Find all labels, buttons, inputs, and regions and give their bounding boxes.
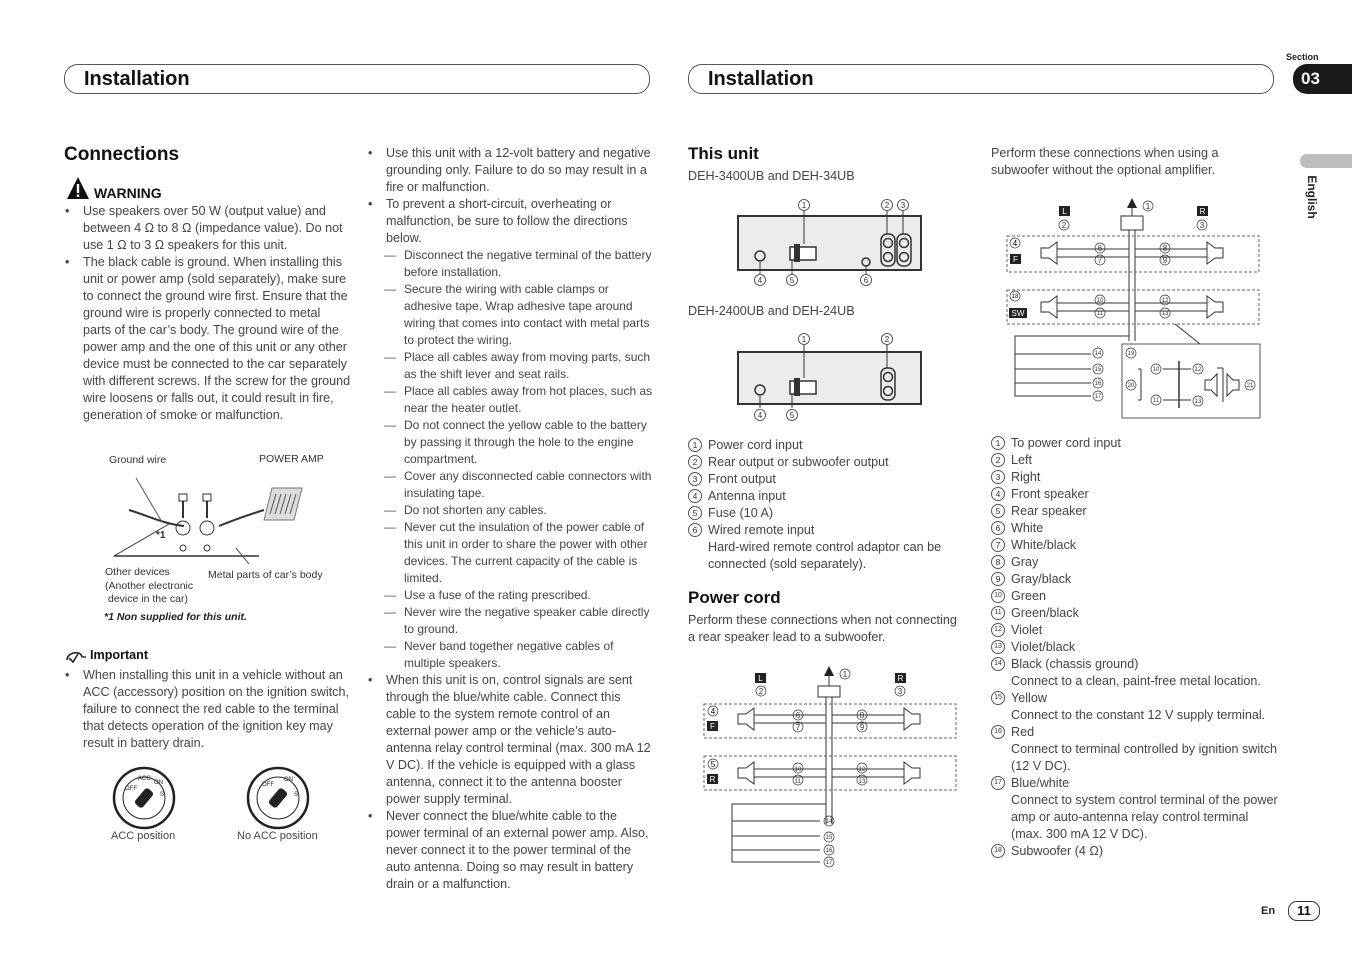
svg-text:14: 14 — [825, 819, 833, 825]
legend-item: 4 Antenna input — [688, 488, 968, 505]
legend-item: 3 Front output — [688, 471, 968, 488]
important-item: • When installing this unit in a vehicle without an ACC (accessory) position on the ignition switch, failure to connect the red cable to the terminal that detects operation of the ignition key may result in battery drain. — [64, 667, 351, 752]
page-number-badge — [1288, 901, 1320, 921]
dash-item: — Do not connect the yellow cable to the battery by passing it through the hole to the engine compartment. — [367, 417, 654, 468]
footer-lang: En — [1261, 905, 1276, 917]
other-devices-label: Other devices (Another electronic device in the car) — [105, 566, 194, 605]
legend-item: 6 White — [991, 520, 1281, 537]
dash-item: — Secure the wiring with cable clamps or adhesive tape. Wrap adhesive tape around wiring that comes into contact with metal parts to protect the wiring. — [367, 281, 654, 349]
legend-item: 16 Red — [991, 724, 1281, 741]
legend-item: 4 Front speaker — [991, 486, 1281, 503]
dash-item: — Place all cables away from hot places, such as near the heater outlet. — [367, 383, 654, 417]
legend-item: 10 Green — [991, 588, 1281, 605]
svg-text:10: 10 — [794, 767, 802, 773]
svg-text:15: 15 — [825, 835, 833, 841]
dash-item: — Never band together negative cables of multiple speakers. — [367, 638, 654, 672]
svg-text:SW: SW — [1011, 309, 1025, 318]
screw-icon — [179, 494, 211, 518]
dash-item: — Never cut the insulation of the power cable of this unit in order to share the power with other devices. The current capacity of the cable is limited. — [367, 519, 654, 587]
language-label: English — [1305, 175, 1319, 219]
ground-wire-diagram — [104, 466, 334, 566]
svg-text:11: 11 — [1152, 398, 1160, 404]
model-b-label: DEH-2400UB and DEH-24UB — [688, 304, 855, 318]
important-label: Important — [90, 648, 149, 662]
svg-text:12: 12 — [858, 767, 866, 773]
svg-text:7: 7 — [1097, 256, 1103, 265]
metal-parts-label: Metal parts of car’s body — [208, 569, 323, 581]
noacc-ignition-icon — [246, 766, 310, 830]
legend-item: 2 Rear output or subwoofer output — [688, 454, 968, 471]
svg-text:2: 2 — [1061, 221, 1067, 230]
svg-text:3: 3 — [900, 201, 906, 210]
svg-text:1: 1 — [801, 201, 807, 210]
subwoofer-diagram — [1005, 196, 1265, 426]
left-header-title: Installation — [84, 68, 190, 90]
svg-text:16: 16 — [825, 848, 833, 854]
dash-item: — Never wire the negative speaker cable directly to ground. — [367, 604, 654, 638]
svg-text:19: 19 — [1127, 351, 1135, 357]
svg-text:3: 3 — [897, 687, 903, 696]
legend-note: Connect to terminal controlled by ignition switch (12 V DC). — [1011, 742, 1277, 773]
svg-text:1: 1 — [842, 670, 848, 679]
legend-item: 13 Violet/black — [991, 639, 1281, 656]
svg-text:13: 13 — [858, 779, 866, 785]
section-number-badge — [1293, 64, 1352, 94]
acc-caption: ACC position — [111, 830, 176, 842]
legend-item: 5 Rear speaker — [991, 503, 1281, 520]
bullet-item: • When this unit is on, control signals are sent through the blue/white cable. Connect this cable to the system remote control of an external power amp or the vehicle’s auto-antenna relay control terminal (max. 300 mA 12 V DC). If the vehicle is equipped with a glass antenna, connect it to the antenna booster power supply terminal. — [367, 672, 654, 808]
ground-wire-label: Ground wire — [109, 454, 167, 466]
acc-ignition-icon — [112, 766, 176, 830]
svg-text:OFF: OFF — [262, 782, 274, 788]
svg-text:6: 6 — [795, 711, 801, 720]
right-header-title: Installation — [708, 68, 814, 90]
this-unit-legend — [688, 437, 968, 573]
page-number: 11 — [1297, 903, 1311, 918]
dash-item: — Disconnect the negative terminal of the battery before installation. — [367, 247, 654, 281]
svg-text:8: 8 — [859, 711, 865, 720]
svg-text:5: 5 — [789, 411, 795, 420]
legend-item: 15 Yellow — [991, 690, 1281, 707]
noacc-caption: No ACC position — [237, 830, 318, 842]
language-tab — [1300, 154, 1352, 168]
svg-text:R: R — [1199, 207, 1206, 216]
dash-item: — Do not shorten any cables. — [367, 502, 654, 519]
legend-note: Connect to system control terminal of the power amp or auto-antenna relay control terminal (max. 300 mA 12 V DC). — [1011, 793, 1278, 841]
svg-text:10: 10 — [1096, 298, 1104, 304]
legend-item: 11 Green/black — [991, 605, 1281, 622]
legend-item: 8 Gray — [991, 554, 1281, 571]
svg-text:2: 2 — [884, 201, 890, 210]
svg-text:6: 6 — [863, 276, 869, 285]
subwoofer-legend — [991, 435, 1281, 860]
svg-text:S: S — [160, 792, 165, 798]
legend-item: 1 Power cord input — [688, 437, 968, 454]
bullet-item: • Never connect the blue/white cable to the power terminal of an external power amp. Also, never connect it to the power terminal of the auto antenna. Doing so may result in battery drain or a malfunction. — [367, 808, 654, 893]
svg-text:1: 1 — [801, 335, 807, 344]
section-label: Section — [1286, 52, 1319, 62]
svg-text:ON: ON — [284, 777, 293, 783]
legend-item: 3 Right — [991, 469, 1281, 486]
warning-item: • Use speakers over 50 W (output value) and between 4 Ω to 8 Ω (impedance value). Do not use 1 Ω to 3 Ω speakers for this unit. — [64, 203, 351, 254]
legend-note: Hard-wired remote control adaptor can be connected (sold separately). — [708, 540, 942, 571]
star-label: *1 — [156, 530, 166, 541]
warning-label: WARNING — [94, 185, 162, 201]
unit-rear-diagram-a — [736, 196, 926, 288]
svg-text:4: 4 — [710, 707, 716, 716]
svg-text:OFF: OFF — [125, 786, 137, 792]
svg-text:F: F — [1013, 255, 1018, 264]
power-amp-icon — [264, 488, 302, 520]
svg-text:14: 14 — [1094, 351, 1102, 357]
section-number: 03 — [1301, 69, 1320, 88]
svg-text:ON: ON — [154, 780, 163, 786]
svg-text:17: 17 — [1094, 394, 1102, 400]
svg-text:2: 2 — [884, 335, 890, 344]
dash-item: — Place all cables away from moving parts, such as the shift lever and seat rails. — [367, 349, 654, 383]
svg-text:S: S — [294, 792, 299, 798]
svg-text:16: 16 — [1094, 381, 1102, 387]
legend-item: 12 Violet — [991, 622, 1281, 639]
unit-rear-diagram-b — [736, 330, 926, 422]
svg-text:L: L — [1062, 207, 1067, 216]
warning-list — [64, 203, 351, 424]
power-cord-title: Power cord — [688, 588, 781, 607]
svg-text:1: 1 — [1145, 202, 1151, 211]
svg-text:11: 11 — [794, 779, 802, 785]
model-a-label: DEH-3400UB and DEH-34UB — [688, 169, 855, 183]
legend-item: 18 Subwoofer (4 Ω) — [991, 843, 1281, 860]
bullet-item: • Use this unit with a 12-volt battery and negative grounding only. Failure to do so may result in a fire or malfunction. — [367, 145, 654, 196]
svg-text:5: 5 — [710, 760, 716, 769]
svg-text:21: 21 — [1246, 383, 1254, 389]
power-cord-diagram — [702, 664, 960, 874]
legend-item: 2 Left — [991, 452, 1281, 469]
svg-text:3: 3 — [1199, 221, 1205, 230]
svg-text:R: R — [709, 775, 716, 784]
subwoofer-intro: Perform these connections when using a subwoofer without the optional amplifier. — [991, 146, 1219, 177]
svg-text:8: 8 — [1162, 244, 1168, 253]
svg-text:20: 20 — [1127, 383, 1135, 389]
legend-note: Connect to a clean, paint-free metal location. — [1011, 674, 1261, 688]
svg-text:R: R — [897, 674, 904, 683]
this-unit-title: This unit — [688, 144, 759, 163]
svg-text:10: 10 — [1152, 367, 1160, 373]
svg-text:L: L — [758, 674, 763, 683]
svg-text:9: 9 — [859, 723, 865, 732]
bullet-item: • To prevent a short-circuit, overheating or malfunction, be sure to follow the directions below. — [367, 196, 654, 247]
svg-text:11: 11 — [1096, 311, 1104, 317]
svg-text:5: 5 — [789, 276, 795, 285]
dash-item: — Use a fuse of the rating prescribed. — [367, 587, 654, 604]
legend-item: 6 Wired remote input — [688, 522, 968, 539]
legend-note: Connect to the constant 12 V supply terminal. — [1011, 708, 1266, 722]
svg-text:ACC: ACC — [138, 776, 151, 782]
svg-text:17: 17 — [825, 860, 833, 866]
svg-text:15: 15 — [1094, 367, 1102, 373]
important-list — [64, 667, 351, 752]
legend-item: 1 To power cord input — [991, 435, 1281, 452]
connections-title: Connections — [64, 144, 180, 165]
power-amp-label: POWER AMP — [259, 453, 324, 465]
svg-text:4: 4 — [757, 276, 763, 285]
svg-text:4: 4 — [1012, 239, 1018, 248]
warning-icon — [66, 176, 90, 200]
svg-text:18: 18 — [1011, 294, 1019, 300]
legend-item: 17 Blue/white — [991, 775, 1281, 792]
legend-item: 9 Gray/black — [991, 571, 1281, 588]
important-icon — [64, 648, 86, 664]
svg-text:6: 6 — [1097, 244, 1103, 253]
dash-item: — Cover any disconnected cable connectors with insulating tape. — [367, 468, 654, 502]
svg-text:2: 2 — [758, 687, 764, 696]
footnote: *1 Non supplied for this unit. — [104, 611, 247, 623]
svg-text:12: 12 — [1161, 298, 1169, 304]
middle-column — [367, 145, 654, 893]
svg-text:F: F — [710, 722, 715, 731]
legend-item: 14 Black (chassis ground) — [991, 656, 1281, 673]
svg-text:7: 7 — [795, 723, 801, 732]
warning-item: • The black cable is ground. When installing this unit or power amp (sold separately), make sure to connect the ground wire first. Ensure that the ground wire is properly connected to metal parts of the car’s body. The ground wire of the power amp and the one of this unit or any other device must be connected to the car separately with different screws. If the screw for the ground wire loosens or falls out, it could result in fire, generation of smoke or malfunction. — [64, 254, 351, 424]
svg-text:13: 13 — [1194, 399, 1202, 405]
legend-item: 7 White/black — [991, 537, 1281, 554]
svg-text:13: 13 — [1161, 311, 1169, 317]
svg-text:12: 12 — [1194, 367, 1202, 373]
svg-text:9: 9 — [1162, 256, 1168, 265]
power-cord-text: Perform these connections when not connecting a rear speaker lead to a subwoofer. — [688, 613, 957, 644]
legend-item: 5 Fuse (10 A) — [688, 505, 968, 522]
svg-text:4: 4 — [757, 411, 763, 420]
